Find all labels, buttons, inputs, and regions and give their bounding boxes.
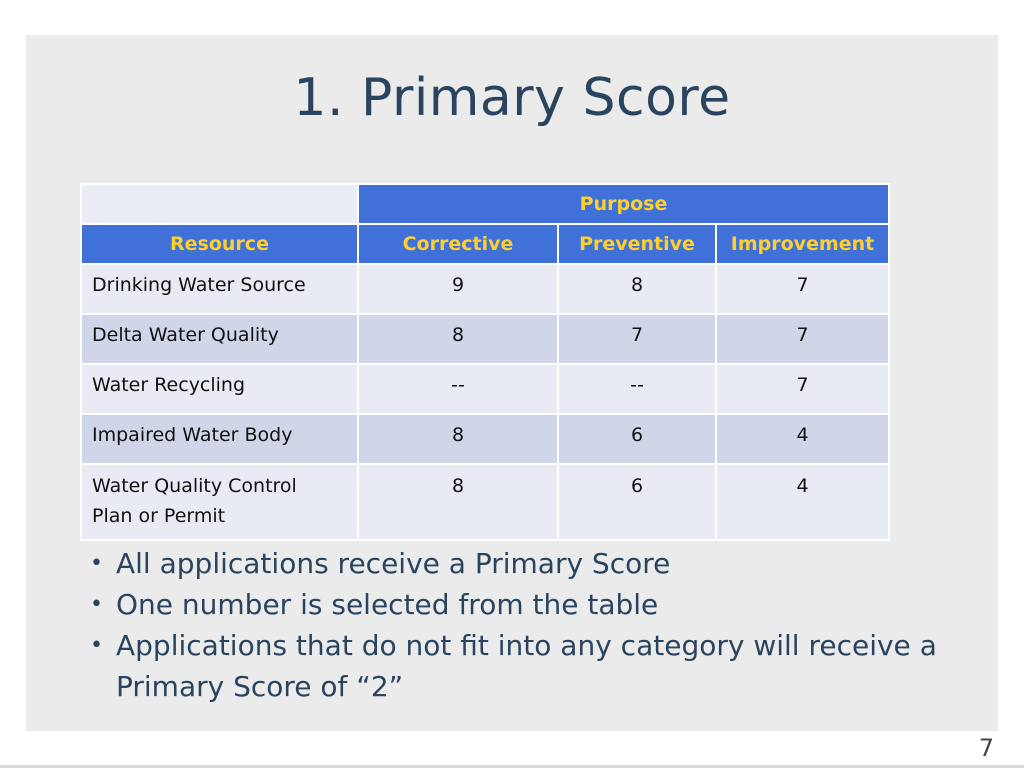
table-group-header-row bbox=[81, 184, 889, 224]
improvement-cell: 7 bbox=[716, 264, 889, 314]
table-row bbox=[81, 264, 889, 314]
table-row bbox=[81, 314, 889, 364]
corrective-cell: 8 bbox=[358, 464, 558, 540]
slide-title: 1. Primary Score bbox=[293, 68, 731, 128]
bullet-item bbox=[90, 543, 970, 584]
corrective-cell: 9 bbox=[358, 264, 558, 314]
improvement-cell: 7 bbox=[716, 314, 889, 364]
improvement-cell: 4 bbox=[716, 464, 889, 540]
bullet-dot-icon: • bbox=[90, 633, 103, 658]
table-blank-cell bbox=[81, 184, 358, 224]
bullet-dot-icon: • bbox=[90, 592, 103, 617]
resource-cell: Delta Water Quality bbox=[81, 314, 358, 364]
preventive-cell: 7 bbox=[558, 314, 716, 364]
bullet-list bbox=[90, 543, 970, 707]
bullet-item bbox=[90, 625, 970, 707]
resource-cell: Water Recycling bbox=[81, 364, 358, 414]
table-row bbox=[81, 464, 889, 540]
improvement-cell: 4 bbox=[716, 414, 889, 464]
resource-cell: Water Quality Control Plan or Permit bbox=[81, 464, 358, 540]
resource-cell: Impaired Water Body bbox=[81, 414, 358, 464]
improvement-cell: 7 bbox=[716, 364, 889, 414]
bullet-item bbox=[90, 584, 970, 625]
preventive-cell: 8 bbox=[558, 264, 716, 314]
bullet-text: Applications that do not fit into any category will receive a Primary Score of “2” bbox=[116, 629, 937, 703]
preventive-cell: 6 bbox=[558, 414, 716, 464]
bullet-dot-icon: • bbox=[90, 551, 103, 576]
preventive-cell: -- bbox=[558, 364, 716, 414]
corrective-cell: 8 bbox=[358, 314, 558, 364]
preventive-cell: 6 bbox=[558, 464, 716, 540]
column-header-corrective: Corrective bbox=[358, 224, 558, 264]
column-header-improvement: Improvement bbox=[716, 224, 889, 264]
bullet-text: One number is selected from the table bbox=[116, 588, 659, 621]
resource-cell: Drinking Water Source bbox=[81, 264, 358, 314]
primary-score-table bbox=[80, 183, 890, 541]
corrective-cell: -- bbox=[358, 364, 558, 414]
page-number: 7 bbox=[978, 734, 994, 762]
bullet-text: All applications receive a Primary Score bbox=[116, 547, 671, 580]
column-header-preventive: Preventive bbox=[558, 224, 716, 264]
corrective-cell: 8 bbox=[358, 414, 558, 464]
table-row bbox=[81, 364, 889, 414]
column-header-resource: Resource bbox=[81, 224, 358, 264]
table-row bbox=[81, 414, 889, 464]
table-header-row bbox=[81, 224, 889, 264]
group-header-purpose: Purpose bbox=[358, 184, 889, 224]
